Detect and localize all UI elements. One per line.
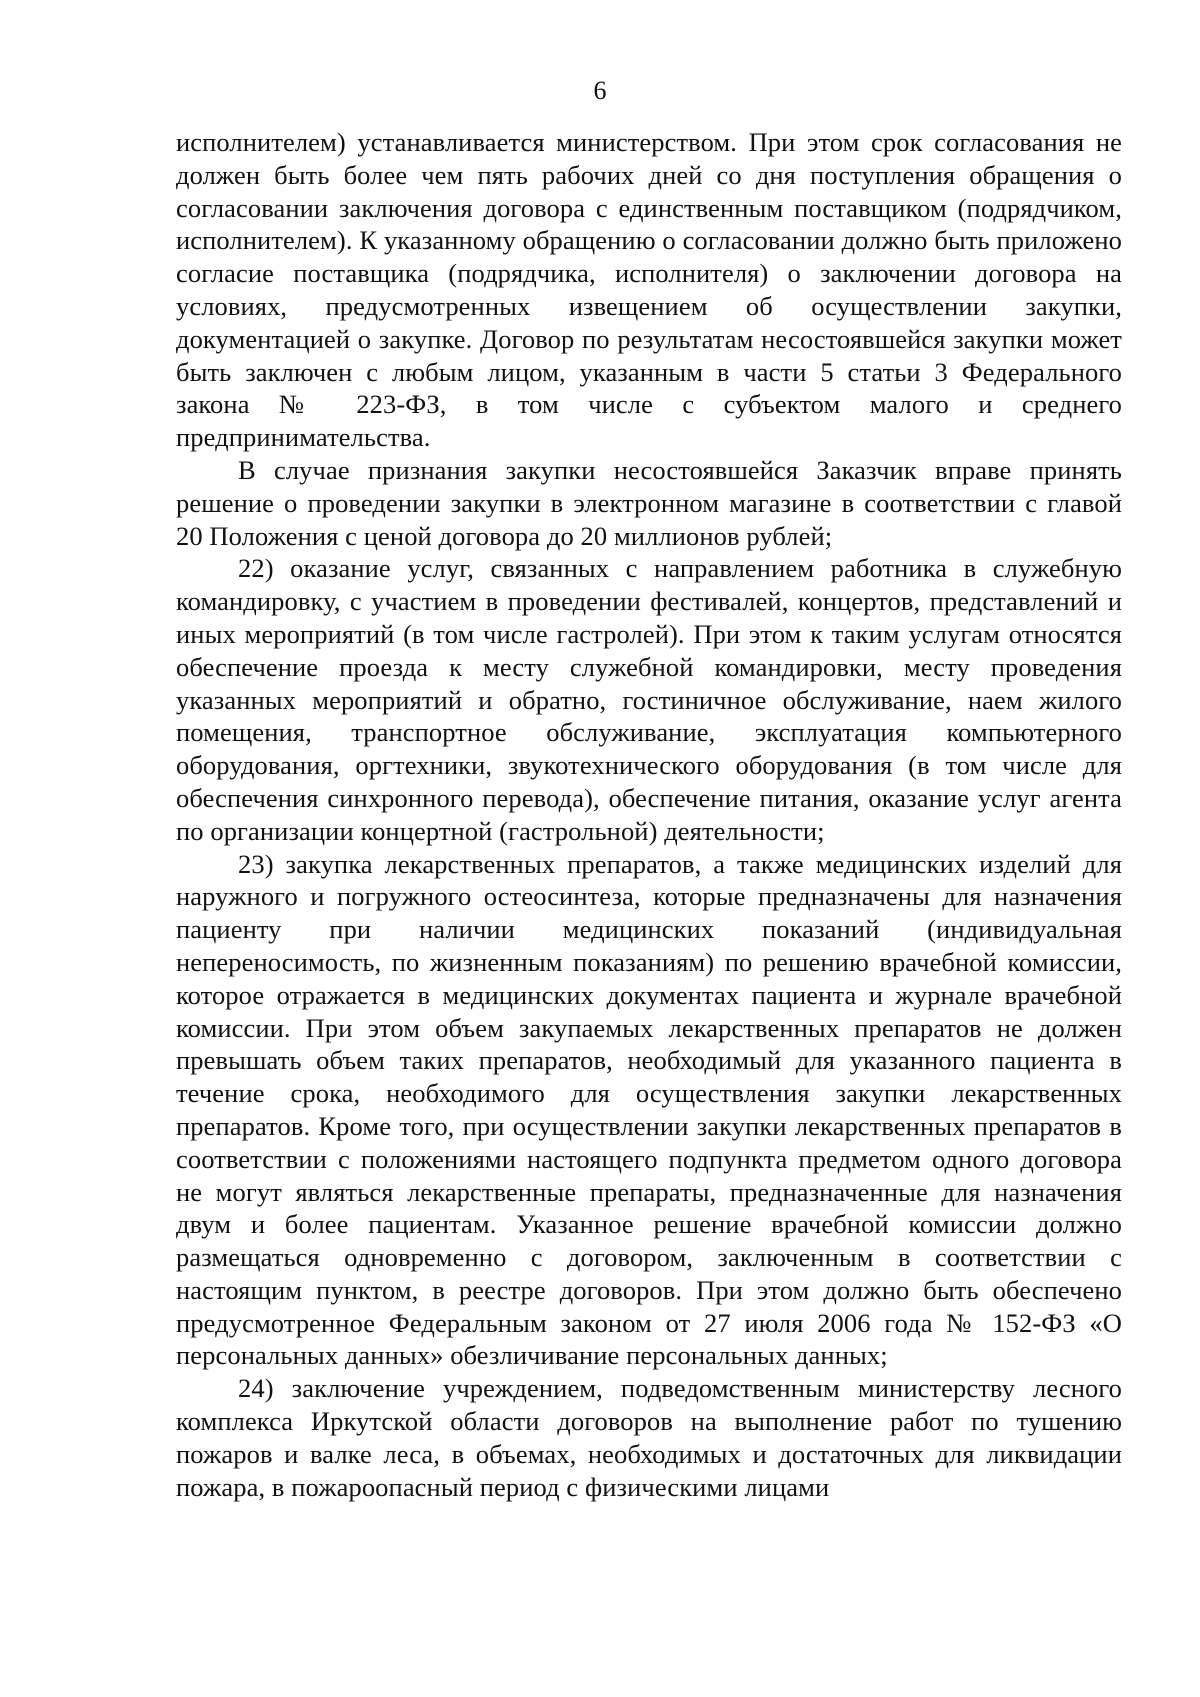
- page-number: 6: [593, 76, 607, 105]
- paragraph-item-24: 24) заключение учреждением, подведомственным министерству лесного комплекса Иркутской области договоров на выполнение работ по тушению пожаров и валке леса, в объемах, необходимых и достаточных для ликвидации пожара, в пожароопасный период с физическими лицами: [176, 1373, 1122, 1502]
- document-body: [176, 126, 1122, 1503]
- paragraph-item-23: 23) закупка лекарственных препаратов, а также медицинских изделий для наружного и погружного остеосинтеза, которые предназначены для назначения пациенту при наличии медицинских показаний (индивидуальная непереносимость, по жизненным показаниям) по решению врачебной комиссии, которое отражается в медицинских документах пациента и журнале врачебной комиссии. При этом объем закупаемых лекарственных препаратов не должен превышать объем таких препаратов, необходимый для указанного пациента в течение срока, необходимого для осуществления закупки лекарственных препаратов. Кроме того, при осуществлении закупки лекарственных препаратов в соответствии с положениями настоящего подпункта предметом одного договора не могут являться лекарственные препараты, предназначенные для назначения двум и более пациентам. Указанное решение врачебной комиссии должно размещаться одновременно с договором, заключенным в соответствии с настоящим пунктом, в реестре договоров. При этом должно быть обеспечено предусмотренное Федеральным законом от 27 июля 2006 года № 152-ФЗ «О персональных данных» обезличивание персональных данных;: [176, 848, 1122, 1371]
- paragraph-item-22: 22) оказание услуг, связанных с направлением работника в служебную командировку, с участием в проведении фестивалей, концертов, представлений и иных мероприятий (в том числе гастролей). При этом к таким услугам относятся обеспечение проезда к месту служебной командировки, месту проведения указанных мероприятий и обратно, гостиничное обслуживание, наем жилого помещения, транспортное обслуживание, эксплуатация компьютерного оборудования, оргтехники, звукотехнического оборудования (в том числе для обеспечения синхронного перевода), обеспечение питания, оказание услуг агента по организации концертной (гастрольной) деятельности;: [176, 553, 1122, 846]
- paragraph-continuation: исполнителем) устанавливается министерством. При этом срок согласования не должен быть более чем пять рабочих дней со дня поступления обращения о согласовании заключения договора с единственным поставщиком (подрядчиком, исполнителем). К указанному обращению о согласовании должно быть приложено согласие поставщика (подрядчика, исполнителя) о заключении договора на условиях, предусмотренных извещением об осуществлении закупки, документацией о закупке. Договор по результатам несостоявшейся закупки может быть заключен с любым лицом, указанным в части 5 статьи 3 Федерального закона № 223-ФЗ, в том числе с субъектом малого и среднего предпринимательства.: [176, 127, 1122, 453]
- paragraph-failed-procurement: В случае признания закупки несостоявшейся Заказчик вправе принять решение о проведении закупки в электронном магазине в соответствии с главой 20 Положения с ценой договора до 20 миллионов рублей;: [176, 454, 1122, 551]
